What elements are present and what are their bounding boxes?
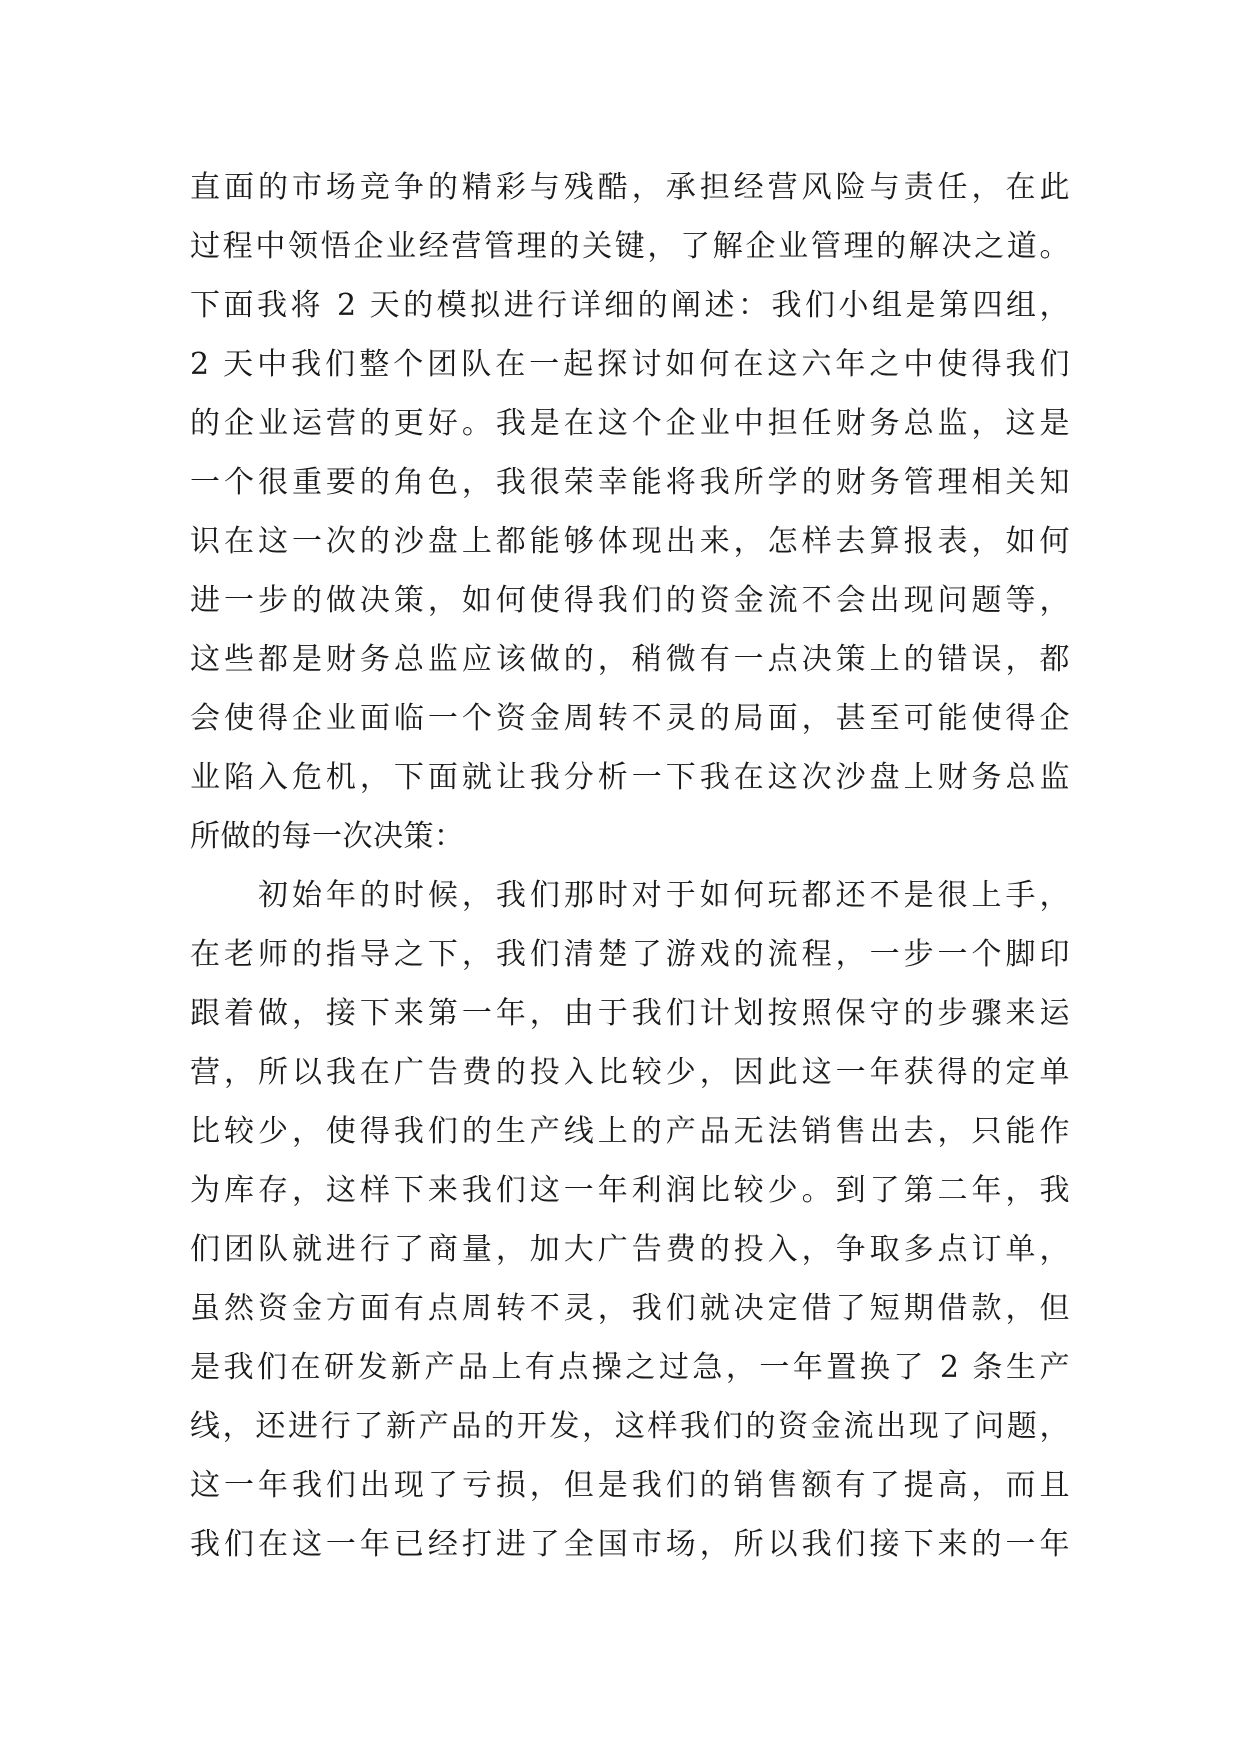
text-line: 的企业运营的更好。我是在这个企业中担任财务总监，这是 <box>190 406 1070 441</box>
text-line: 线，还进行了新产品的开发，这样我们的资金流出现了问题， <box>190 1409 1070 1444</box>
text-line: 会使得企业面临一个资金周转不灵的局面，甚至可能使得企 <box>190 701 1070 736</box>
text-line: 是我们在研发新产品上有点操之过急，一年置换了 2 条生产 <box>190 1350 1070 1385</box>
paragraph-start-line: 初始年的时候，我们那时对于如何玩都还不是很上手， <box>258 878 1070 913</box>
text-line: 一个很重要的角色，我很荣幸能将我所学的财务管理相关知 <box>190 465 1070 500</box>
text-line: 跟着做，接下来第一年，由于我们计划按照保守的步骤来运 <box>190 996 1070 1031</box>
text-line: 在老师的指导之下，我们清楚了游戏的流程，一步一个脚印 <box>190 937 1070 972</box>
text-line: 过程中领悟企业经营管理的关键，了解企业管理的解决之道。 <box>190 229 1070 264</box>
text-line: 进一步的做决策，如何使得我们的资金流不会出现问题等， <box>190 583 1070 618</box>
text-line: 这一年我们出现了亏损，但是我们的销售额有了提高，而且 <box>190 1468 1070 1503</box>
text-line: 虽然资金方面有点周转不灵，我们就决定借了短期借款，但 <box>190 1291 1070 1326</box>
text-line: 这些都是财务总监应该做的，稍微有一点决策上的错误，都 <box>190 642 1070 677</box>
text-line: 下面我将 2 天的模拟进行详细的阐述：我们小组是第四组， <box>190 288 1070 323</box>
text-line: 所做的每一次决策： <box>190 819 465 854</box>
text-line: 比较少，使得我们的生产线上的产品无法销售出去，只能作 <box>190 1114 1070 1149</box>
text-line: 直面的市场竞争的精彩与残酷，承担经营风险与责任，在此 <box>190 170 1070 205</box>
text-line: 们团队就进行了商量，加大广告费的投入，争取多点订单， <box>190 1232 1070 1267</box>
text-line: 我们在这一年已经打进了全国市场，所以我们接下来的一年 <box>190 1527 1070 1562</box>
text-line: 业陷入危机，下面就让我分析一下我在这次沙盘上财务总监 <box>190 760 1070 795</box>
text-line: 营，所以我在广告费的投入比较少，因此这一年获得的定单 <box>190 1055 1070 1090</box>
text-line: 识在这一次的沙盘上都能够体现出来，怎样去算报表，如何 <box>190 524 1070 559</box>
text-line: 2 天中我们整个团队在一起探讨如何在这六年之中使得我们 <box>190 347 1070 382</box>
text-line: 为库存，这样下来我们这一年利润比较少。到了第二年，我 <box>190 1173 1070 1208</box>
body-text <box>190 158 1070 1574</box>
